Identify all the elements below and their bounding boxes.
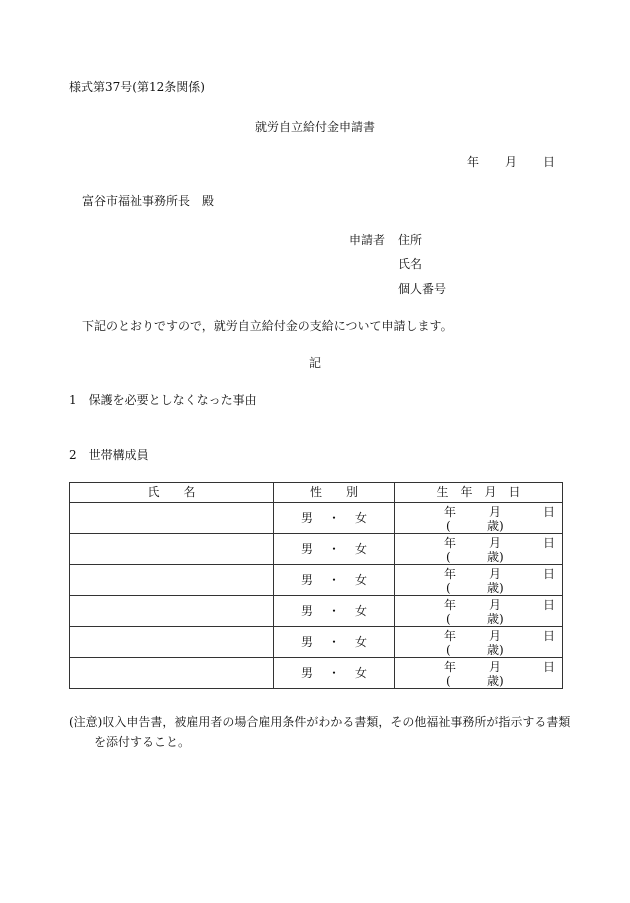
birth-year-label: 年	[444, 660, 457, 674]
birth-month-label: 月	[489, 629, 502, 643]
age-label: 歳)	[487, 612, 504, 626]
sex-female-option[interactable]: 女	[355, 510, 368, 525]
table-row	[70, 658, 563, 689]
member-sex-cell[interactable]	[274, 503, 395, 534]
member-name-cell[interactable]	[70, 596, 274, 627]
birth-day-label: 日	[543, 536, 556, 550]
table-row	[70, 627, 563, 658]
note-line-2: を添付すること。	[94, 735, 191, 749]
birth-month-label: 月	[489, 598, 502, 612]
date-month: 月	[505, 155, 518, 169]
age-label: 歳)	[487, 643, 504, 657]
form-number: 様式第37号(第12条関係)	[69, 80, 205, 94]
member-sex-cell[interactable]	[274, 534, 395, 565]
birth-day-label: 日	[543, 567, 556, 581]
member-birthdate-cell[interactable]	[395, 627, 563, 658]
member-birthdate-cell[interactable]	[395, 596, 563, 627]
birth-month-label: 月	[489, 505, 502, 519]
member-sex-cell[interactable]	[274, 565, 395, 596]
applicant-number-label: 個人番号	[398, 282, 447, 296]
section-household: 2 世帯構成員	[69, 448, 149, 462]
member-name-cell[interactable]	[70, 627, 274, 658]
age-label: 歳)	[487, 519, 504, 533]
member-name-cell[interactable]	[70, 658, 274, 689]
age-open-paren: (	[446, 519, 451, 533]
sex-male-option[interactable]: 男	[300, 541, 313, 556]
member-birthdate-cell[interactable]	[395, 503, 563, 534]
birth-month-label: 月	[489, 567, 502, 581]
birth-day-label: 日	[543, 505, 556, 519]
sex-separator: ・	[327, 541, 340, 556]
note-line-1: (注意)収入申告書，被雇用者の場合雇用条件がわかる書類，その他福祉事務所が指示する書類	[69, 715, 571, 729]
birth-day-label: 日	[543, 660, 556, 674]
table-row	[70, 565, 563, 596]
document-title: 就労自立給付金申請書	[254, 120, 375, 134]
age-open-paren: (	[446, 581, 451, 595]
sex-male-option[interactable]: 男	[300, 665, 313, 680]
member-sex-cell[interactable]	[274, 596, 395, 627]
date-year: 年	[467, 155, 480, 169]
sex-female-option[interactable]: 女	[355, 603, 368, 618]
sex-female-option[interactable]: 女	[355, 665, 368, 680]
addressee: 富谷市福祉事務所長 殿	[82, 194, 215, 208]
table-row	[70, 503, 563, 534]
sex-separator: ・	[327, 634, 340, 649]
member-birthdate-cell[interactable]	[395, 534, 563, 565]
date-line	[467, 154, 555, 170]
member-name-cell[interactable]	[70, 534, 274, 565]
sex-separator: ・	[327, 665, 340, 680]
date-day: 日	[543, 155, 556, 169]
birth-year-label: 年	[444, 629, 457, 643]
header-sex: 性 別	[274, 483, 395, 503]
sex-separator: ・	[327, 510, 340, 525]
birth-year-label: 年	[444, 567, 457, 581]
member-name-cell[interactable]	[70, 503, 274, 534]
section-reason: 1 保護を必要としなくなった事由	[69, 393, 257, 407]
member-birthdate-cell[interactable]	[395, 565, 563, 596]
member-birthdate-cell[interactable]	[395, 658, 563, 689]
birth-day-label: 日	[543, 629, 556, 643]
applicant-address-label: 住所	[398, 233, 423, 247]
age-label: 歳)	[487, 550, 504, 564]
member-sex-cell[interactable]	[274, 658, 395, 689]
birth-month-label: 月	[489, 536, 502, 550]
sex-female-option[interactable]: 女	[355, 572, 368, 587]
sex-male-option[interactable]: 男	[300, 634, 313, 649]
age-open-paren: (	[446, 674, 451, 688]
applicant-label: 申請者	[349, 233, 386, 247]
birth-year-label: 年	[444, 598, 457, 612]
age-open-paren: (	[446, 643, 451, 657]
sex-separator: ・	[327, 603, 340, 618]
birth-day-label: 日	[543, 598, 556, 612]
birth-year-label: 年	[444, 505, 457, 519]
birth-month-label: 月	[489, 660, 502, 674]
sex-female-option[interactable]: 女	[355, 634, 368, 649]
table-row	[70, 596, 563, 627]
member-sex-cell[interactable]	[274, 627, 395, 658]
age-label: 歳)	[487, 674, 504, 688]
birth-year-label: 年	[444, 536, 457, 550]
age-open-paren: (	[446, 612, 451, 626]
age-label: 歳)	[487, 581, 504, 595]
age-open-paren: (	[446, 550, 451, 564]
header-name: 氏 名	[70, 483, 274, 503]
sex-male-option[interactable]: 男	[300, 572, 313, 587]
household-members-table	[69, 482, 563, 689]
table-header-row	[70, 483, 563, 503]
sex-female-option[interactable]: 女	[355, 541, 368, 556]
ki-heading: 記	[308, 356, 321, 370]
header-birthdate: 生 年 月 日	[395, 483, 563, 503]
request-text: 下記のとおりですので，就労自立給付金の支給について申請します。	[82, 319, 453, 333]
sex-male-option[interactable]: 男	[300, 603, 313, 618]
table-row	[70, 534, 563, 565]
sex-separator: ・	[327, 572, 340, 587]
sex-male-option[interactable]: 男	[300, 510, 313, 525]
applicant-name-label: 氏名	[398, 257, 423, 271]
member-name-cell[interactable]	[70, 565, 274, 596]
